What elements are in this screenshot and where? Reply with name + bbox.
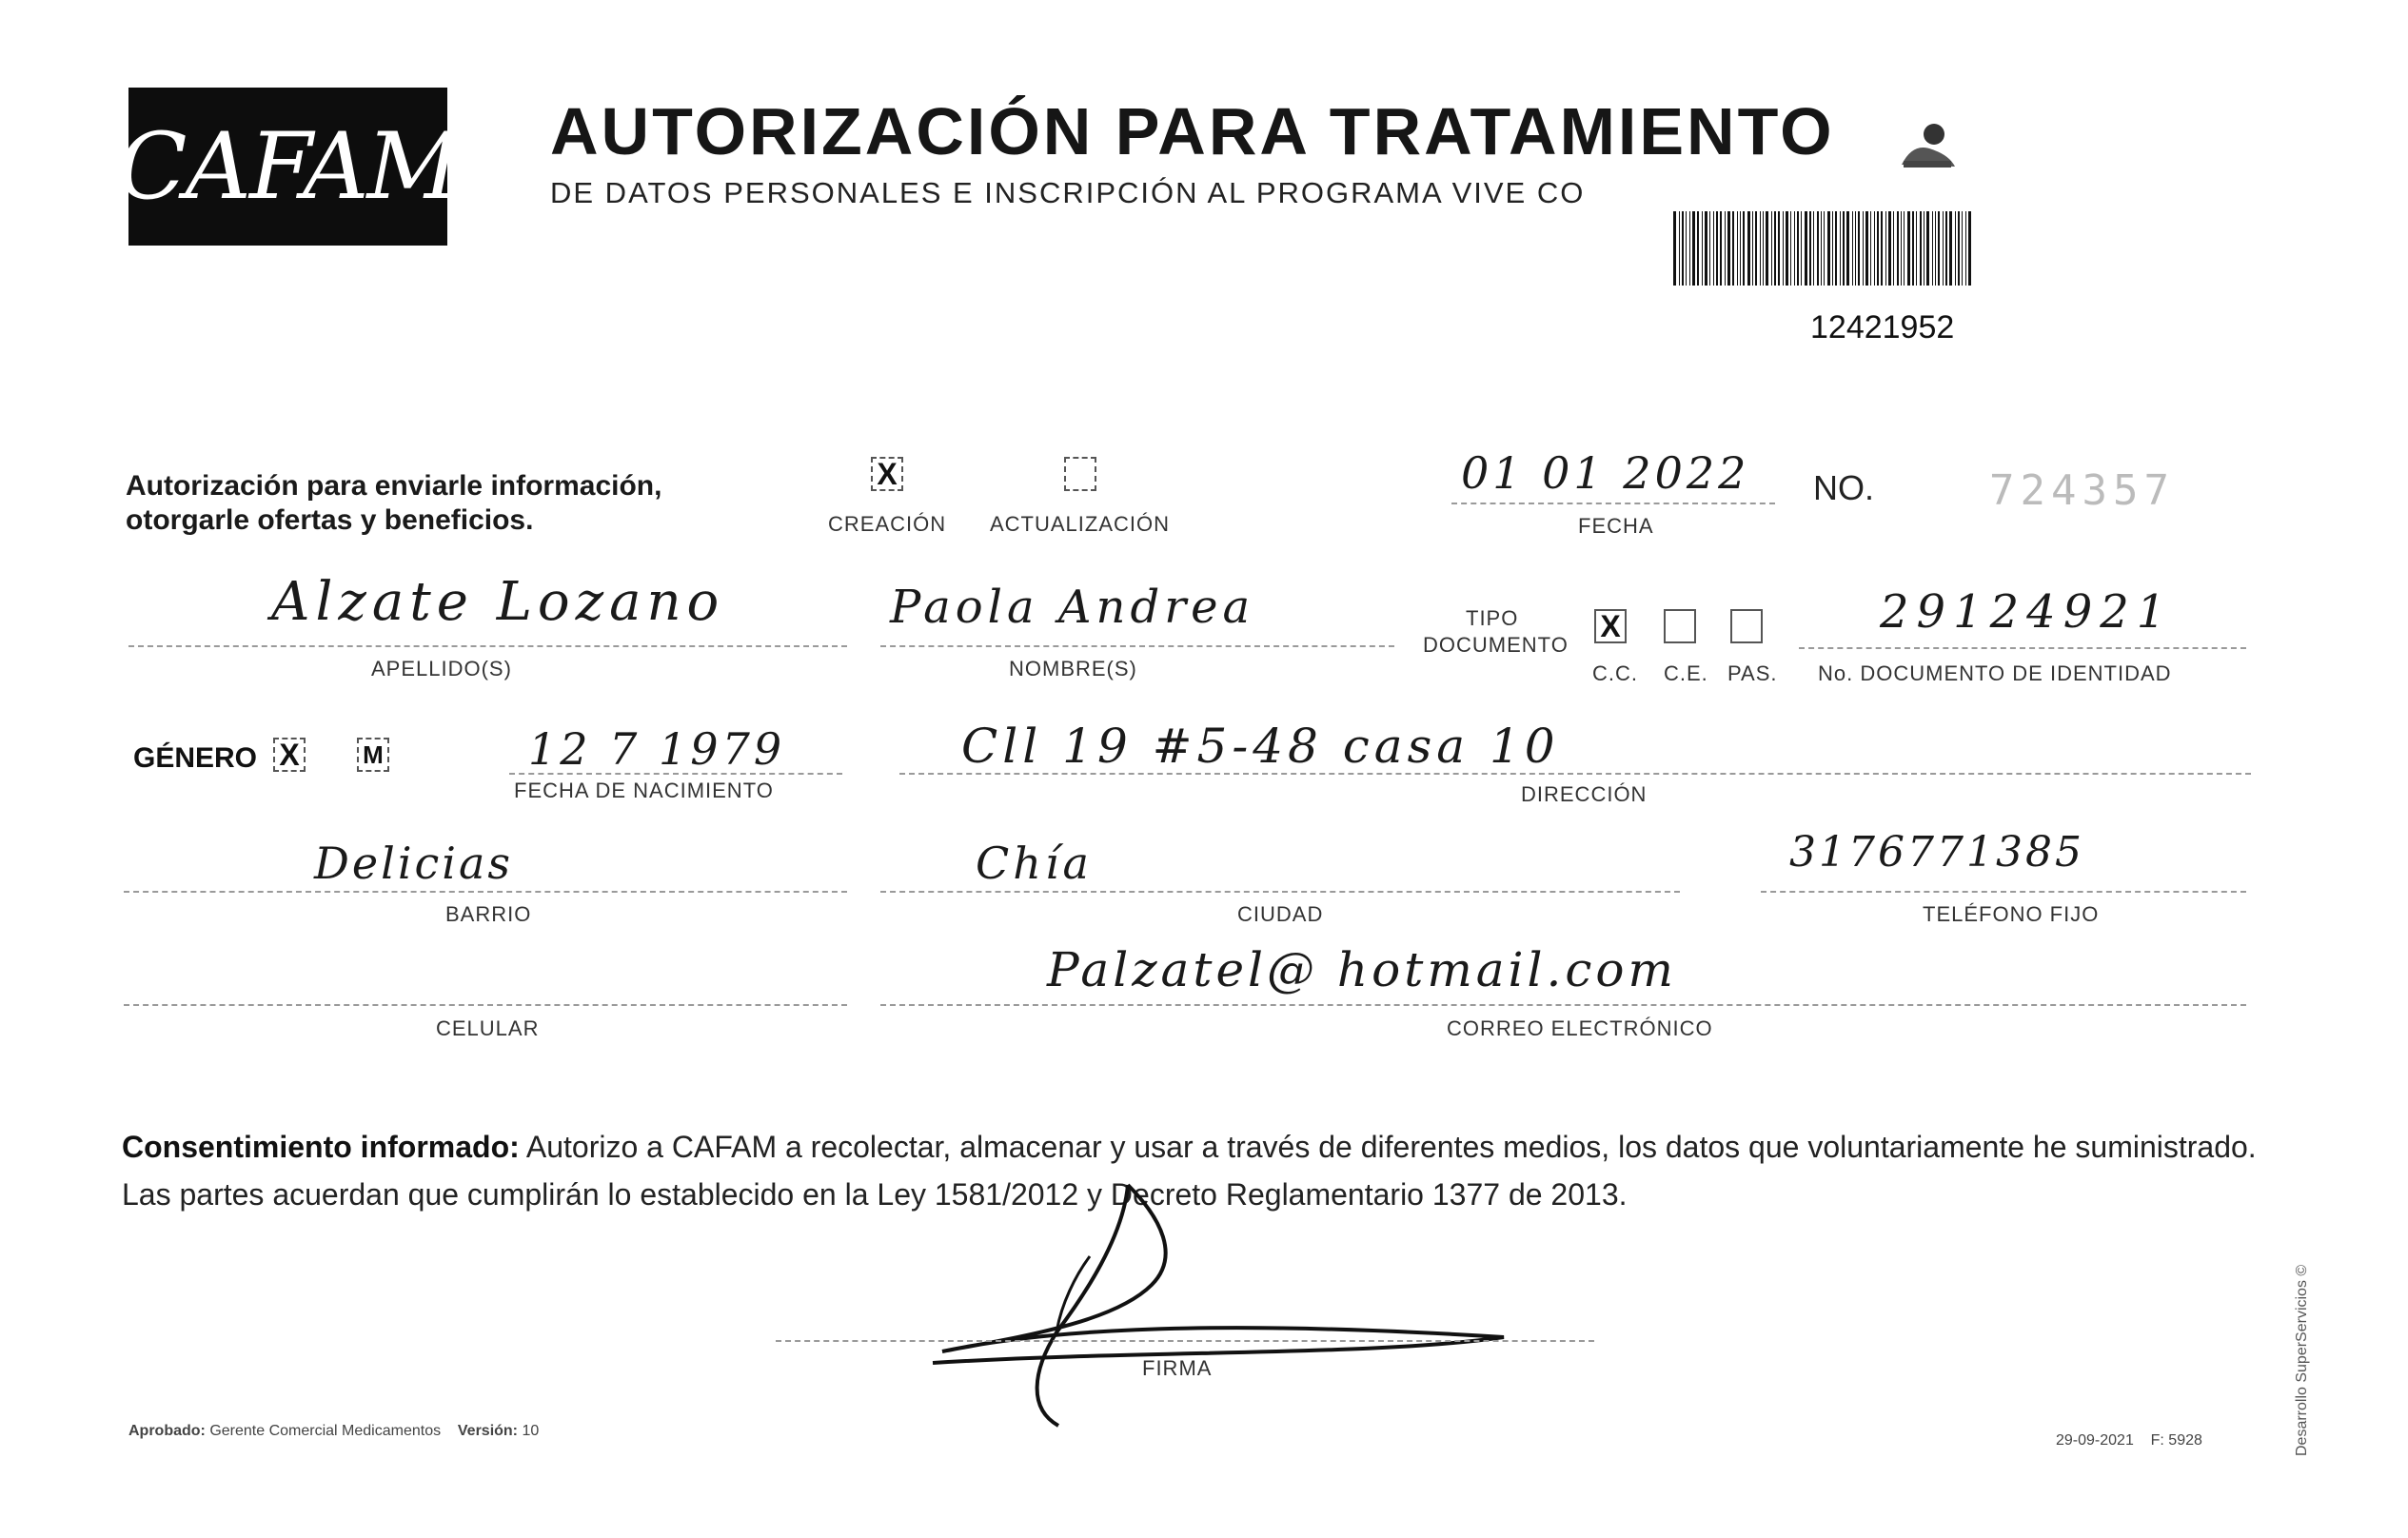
authorization-line-1: Autorización para enviarle información, [126,470,662,502]
apellidos-line [128,645,847,647]
barcode-stripe [1965,211,1966,286]
genero-f-checkbox[interactable]: X [273,738,306,772]
signature-label: FIRMA [1142,1356,1213,1380]
consent-line-2: Las partes acuerdan que cumplirán lo establecido en la Ley 1581/2012 y Decreto Reglamentario 1377 de 2013. [122,1177,1628,1212]
cc-label: C.C. [1592,661,1638,685]
consent-heading: Consentimiento informado: [122,1130,520,1164]
barcode-stripe [1824,211,1825,286]
barcode-stripe [1832,211,1833,286]
barcode-stripe [1673,211,1676,286]
birth-label: FECHA DE NACIMIENTO [514,779,774,802]
barcode-stripe [1958,211,1960,286]
email-line [880,1004,2246,1006]
barcode-stripe [1713,211,1714,286]
barcode-stripe [1716,211,1718,286]
barcode-stripe [1904,211,1905,286]
actualizacion-label: ACTUALIZACIÓN [990,512,1171,536]
authorization-line-2: otorgarle ofertas y beneficios. [126,504,534,536]
aprobado-label: Aprobado: [128,1423,206,1439]
barcode-stripe [1686,211,1687,286]
date-code: 29-09-2021 [2056,1432,2134,1449]
barcode-stripe [1771,211,1772,286]
barcode-stripe [1935,211,1936,286]
barcode-stripe [1920,211,1922,286]
barcode-stripe [1846,211,1849,286]
footer-approval [128,1423,539,1440]
birth-value[interactable]: 12 7 1979 [528,723,786,775]
barcode-stripe [1763,211,1764,286]
ciudad-line [880,891,1680,893]
barcode-stripe [1897,211,1899,286]
version-value: 10 [522,1423,540,1439]
barcode-stripe [1885,211,1886,286]
barcode-stripe [1855,211,1856,286]
barcode-stripe [1874,211,1875,286]
ciudad-value[interactable]: Chía [976,838,1093,889]
signature-drawing [838,1180,1618,1437]
barcode-stripe [1916,211,1917,286]
consent-line-1 [122,1123,2263,1171]
barcode-stripe [1858,211,1860,286]
barcode-stripe [1877,211,1879,286]
barcode [1673,211,2054,286]
barcode-stripe [1865,211,1868,286]
doc-number-label: No. DOCUMENTO DE IDENTIDAD [1818,661,2172,685]
barcode-stripe [1949,211,1952,286]
fecha-line [1451,503,1775,504]
doc-number-value[interactable]: 29124921 [1880,585,2174,639]
barcode-stripe [1955,211,1956,286]
barcode-stripe [1962,211,1963,286]
nombres-label: NOMBRE(S) [1009,657,1137,680]
celular-label: CELULAR [436,1016,540,1040]
form-title: AUTORIZACIÓN PARA TRATAMIENTO [550,94,1835,168]
form-subtitle: DE DATOS PERSONALES E INSCRIPCIÓN AL PROGRAMA VIVE CO [550,176,1586,209]
barcode-stripe [1743,211,1745,286]
barcode-stripe [1766,211,1768,286]
barcode-stripe [1737,211,1738,286]
telefono-line [1761,891,2246,893]
barcode-stripe [1852,211,1853,286]
no-value: 724357 [1989,466,2175,515]
barcode-stripe [1945,211,1947,286]
pas-label: PAS. [1727,661,1778,685]
aprobado-value: Gerente Comercial Medicamentos [209,1423,442,1439]
barrio-line [124,891,847,893]
nombres-value[interactable]: Paola Andrea [890,581,1255,634]
ciudad-label: CIUDAD [1237,902,1324,926]
barcode-stripe [1679,211,1680,286]
version-label: Versión: [457,1423,519,1439]
genero-label: GÉNERO [133,742,258,774]
barcode-stripe [1938,211,1940,286]
barcode-number: 12421952 [1810,309,1955,345]
barcode-stripe [1797,211,1799,286]
barrio-label: BARRIO [445,902,532,926]
doc-number-line [1799,647,2246,649]
barcode-stripe [1774,211,1776,286]
fecha-value[interactable]: 01 01 2022 [1461,447,1750,499]
celular-line [124,1004,847,1006]
ce-label: C.E. [1664,661,1708,685]
barcode-stripe [1907,211,1910,286]
barcode-stripe [1752,211,1753,286]
barcode-stripe [1813,211,1814,286]
barcode-stripe [1732,211,1734,286]
apellidos-value[interactable]: Alzate Lozano [271,571,725,633]
barcode-stripe [1870,211,1871,286]
cafam-logo [117,88,459,246]
fecha-label: FECHA [1578,514,1654,538]
barcode-stripe [1705,211,1707,286]
barcode-stripe [1827,211,1830,286]
barcode-stripe [1720,211,1722,286]
barcode-stripe [1709,211,1710,286]
barcode-stripe [1755,211,1757,286]
address-line [899,773,2251,775]
email-value[interactable]: Palzatel@ hotmail.com [1047,942,1677,997]
barcode-stripe [1702,211,1703,286]
barcode-stripe [1863,211,1864,286]
ce-checkbox[interactable] [1664,609,1696,643]
address-value[interactable]: Cll 19 #5-48 casa 10 [961,719,1560,774]
barcode-stripe [1809,211,1811,286]
actualizacion-checkbox[interactable] [1064,457,1096,491]
barcode-stripe [1926,211,1929,286]
barcode-stripe [1901,211,1902,286]
barcode-stripe [1912,211,1914,286]
barcode-stripe [1697,211,1699,286]
consent-text-1: Autorizo a CAFAM a recolectar, almacenar y usar a través de diferentes medios, los datos que voluntariamente he suministrado. [519,1130,2257,1164]
barcode-stripe [1760,211,1761,286]
telefono-label: TELÉFONO FIJO [1923,902,2100,926]
barcode-stripe [1783,211,1784,286]
no-label: NO. [1813,468,1875,507]
barcode-stripe [1740,211,1741,286]
barcode-stripe [1968,211,1971,286]
barcode-stripe [1801,211,1802,286]
email-label: CORREO ELECTRÓNICO [1447,1016,1713,1040]
address-label: DIRECCIÓN [1521,782,1648,806]
barcode-stripe [1840,211,1841,286]
barcode-stripe [1778,211,1780,286]
barcode-stripe [1790,211,1791,286]
telefono-value[interactable]: 3176771385 [1789,828,2084,877]
barcode-stripe [1682,211,1684,286]
pas-checkbox[interactable] [1730,609,1763,643]
barcode-stripe [1727,211,1730,286]
form-code: F: 5928 [2150,1432,2202,1449]
barcode-stripe [1888,211,1891,286]
barcode-stripe [1692,211,1695,286]
creacion-checkbox[interactable]: X [871,457,903,491]
barcode-stripe [1881,211,1883,286]
barcode-stripe [1805,211,1807,286]
barcode-stripe [1932,211,1933,286]
barcode-stripe [1821,211,1822,286]
barcode-stripe [1689,211,1690,286]
barcode-stripe [1747,211,1750,286]
barcode-stripe [1786,211,1788,286]
birth-line [509,773,842,775]
tipo-doc-label-2: DOCUMENTO [1423,633,1569,657]
barcode-stripe [1725,211,1726,286]
signature-line [776,1340,1594,1342]
authorization-text [126,469,661,538]
cc-checkbox[interactable]: X [1594,609,1627,643]
footer-codes [2056,1432,2202,1449]
barcode-stripe [1794,211,1795,286]
logo-text: CAFAM [117,113,459,220]
stamp-icon [1894,119,1961,171]
nombres-line [880,645,1394,647]
tipo-doc-label-1: TIPO [1466,606,1519,630]
barcode-stripe [1893,211,1894,286]
barcode-stripe [1843,211,1845,286]
barrio-value[interactable]: Delicias [314,838,514,889]
side-text: Desarrollo SuperServicios © [2294,1264,2310,1456]
barcode-stripe [1835,211,1837,286]
barcode-stripe [1817,211,1819,286]
barcode-stripe [1943,211,1944,286]
apellidos-label: APELLIDO(S) [371,657,512,680]
creacion-label: CREACIÓN [828,512,947,536]
genero-m-checkbox[interactable]: M [357,738,389,772]
